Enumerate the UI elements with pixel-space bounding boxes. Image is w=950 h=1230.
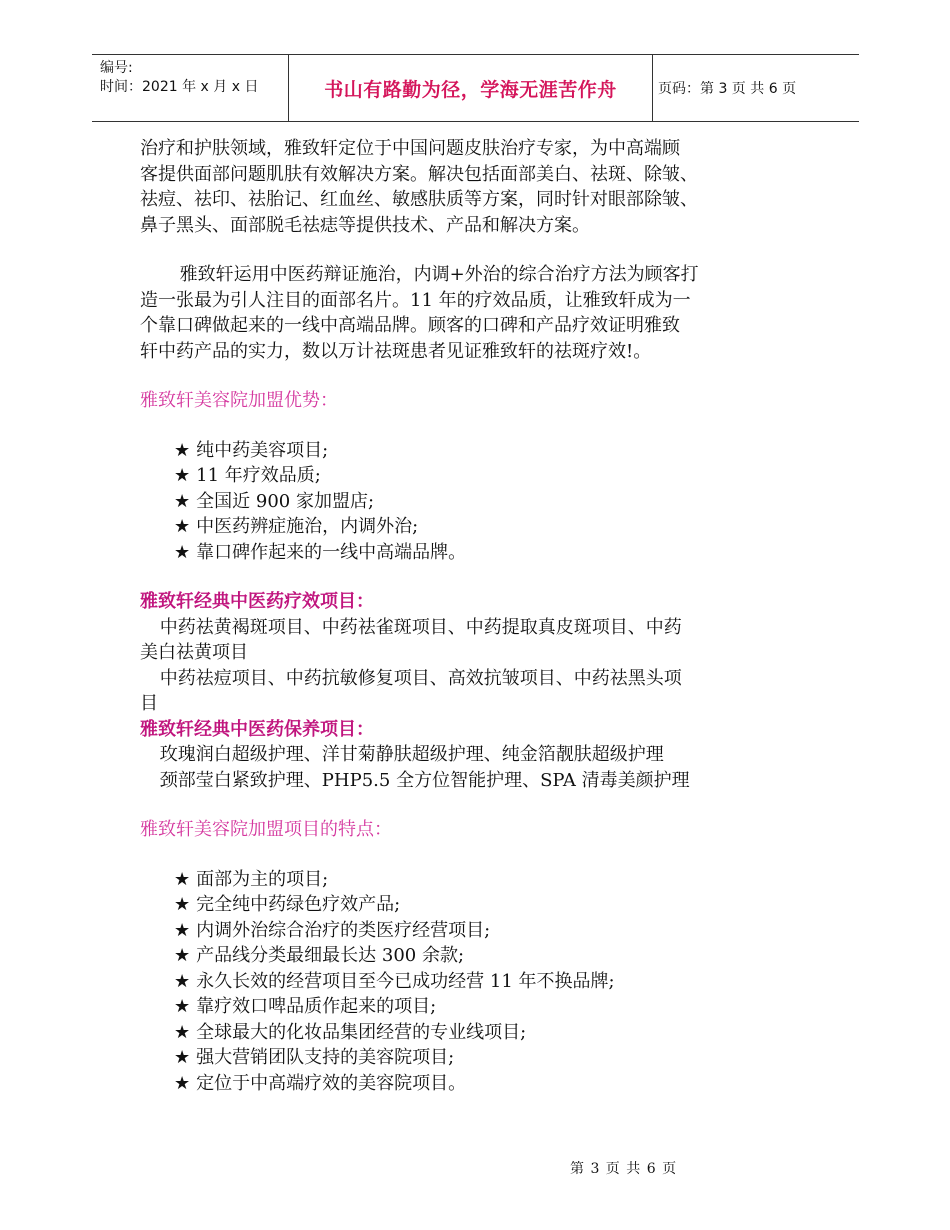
star-icon: ★: [174, 1072, 191, 1094]
care-line: 颈部莹白紧致护理、PHP5.5 全方位智能护理、SPA 清毒美颜护理: [159, 769, 690, 791]
list-item: ★ 定位于中高端疗效的美容院项目。: [174, 1072, 467, 1094]
intro-line: 祛痘、祛印、祛胎记、红血丝、敏感肤质等方案，同时针对眼部除皱、: [140, 189, 698, 210]
therapy-projects-title: 雅致轩经典中医药疗效项目：: [140, 591, 374, 612]
star-icon: ★: [174, 439, 191, 461]
header-meta: [100, 59, 258, 97]
star-icon: ★: [174, 970, 191, 992]
star-icon: ★: [174, 919, 191, 941]
care-line: 玫瑰润白超级护理、洋甘菊静肤超级护理、纯金箔靓肤超级护理: [159, 744, 664, 765]
list-item: ★ 靠疗效口啤品质作起来的项目;: [174, 996, 437, 1017]
list-item: ★ 中医药辨症施治，内调外治;: [174, 516, 419, 537]
list-item: ★ 强大营销团队支持的美容院项目;: [174, 1047, 455, 1068]
star-icon: ★: [174, 1047, 191, 1068]
star-icon: ★: [174, 894, 191, 915]
time-label: 时间：2021 年 x 月 x 日: [100, 79, 259, 95]
star-icon: ★: [174, 541, 191, 563]
list-item: ★ 永久长效的经营项目至今已成功经营 11 年不换品牌;: [174, 970, 615, 992]
list-item: ★ 完全纯中药绿色疗效产品;: [174, 894, 401, 915]
intro-line: 客提供面部问题肌肤有效解决方案。解决包括面部美白、祛斑、除皱、: [140, 163, 698, 185]
star-icon: ★: [174, 868, 191, 890]
page-footer: 第 3 页 共 6 页: [570, 1161, 677, 1177]
advantages-list: [140, 438, 812, 566]
list-item: ★ 全球最大的化妆品集团经营的专业线项目;: [174, 1021, 527, 1043]
advantages-title: 雅致轩美容院加盟优势：: [140, 390, 338, 411]
list-item: ★ 11 年疗效品质;: [174, 465, 321, 486]
second-paragraph-line: 造一张最为引人注目的面部名片。11 年的疗效品质，让雅致轩成为一: [140, 289, 691, 311]
therapy-line: 中药祛黄褐斑项目、中药祛雀斑项目、中药提取真皮斑项目、中药: [159, 616, 682, 638]
therapy-line: 目: [140, 693, 158, 714]
page-header: [92, 54, 859, 122]
number-label: 编号:: [100, 60, 133, 76]
care-projects-title: 雅致轩经典中医药保养项目：: [140, 718, 374, 740]
document-body: [140, 136, 812, 1096]
header-page-info: 页码：第 3 页 共 6 页: [658, 81, 797, 97]
star-icon: ★: [174, 1021, 191, 1043]
therapy-line: 中药祛痘项目、中药抗敏修复项目、高效抗皱项目、中药祛黑头项: [159, 667, 682, 689]
list-item: ★ 内调外治综合治疗的类医疗经营项目;: [174, 919, 491, 941]
intro-line: 治疗和护肤领域，雅致轩定位于中国问题皮肤治疗专家，为中高端顾: [140, 138, 680, 159]
list-item: ★ 靠口碑作起来的一线中高端品牌。: [174, 541, 467, 563]
star-icon: ★: [174, 465, 191, 486]
features-list: [140, 867, 812, 1097]
intro-line: 鼻子黑头、面部脱毛祛痣等提供技术、产品和解决方案。: [140, 214, 590, 236]
star-icon: ★: [174, 490, 191, 512]
header-motto: 书山有路勤为径，学海无涯苦作舟: [288, 55, 653, 121]
therapy-line: 美白祛黄项目: [140, 642, 248, 663]
list-item: ★ 面部为主的项目;: [174, 868, 329, 890]
list-item: ★ 全国近 900 家加盟店;: [174, 490, 375, 512]
list-item: ★ 纯中药美容项目;: [174, 439, 329, 461]
list-item: ★ 产品线分类最细最长达 300 余款;: [174, 945, 465, 966]
star-icon: ★: [174, 516, 191, 537]
star-icon: ★: [174, 945, 191, 966]
second-paragraph-line: 雅致轩运用中医药辩证施治，内调+外治的综合治疗方法为顾客打: [179, 264, 699, 285]
features-title: 雅致轩美容院加盟项目的特点：: [140, 819, 392, 840]
second-paragraph-line: 个靠口碑做起来的一线中高端品牌。顾客的口碑和产品疗效证明雅致: [140, 315, 680, 336]
star-icon: ★: [174, 996, 191, 1017]
second-paragraph-line: 轩中药产品的实力，数以万计祛斑患者见证雅致轩的祛斑疗效!。: [140, 340, 652, 362]
